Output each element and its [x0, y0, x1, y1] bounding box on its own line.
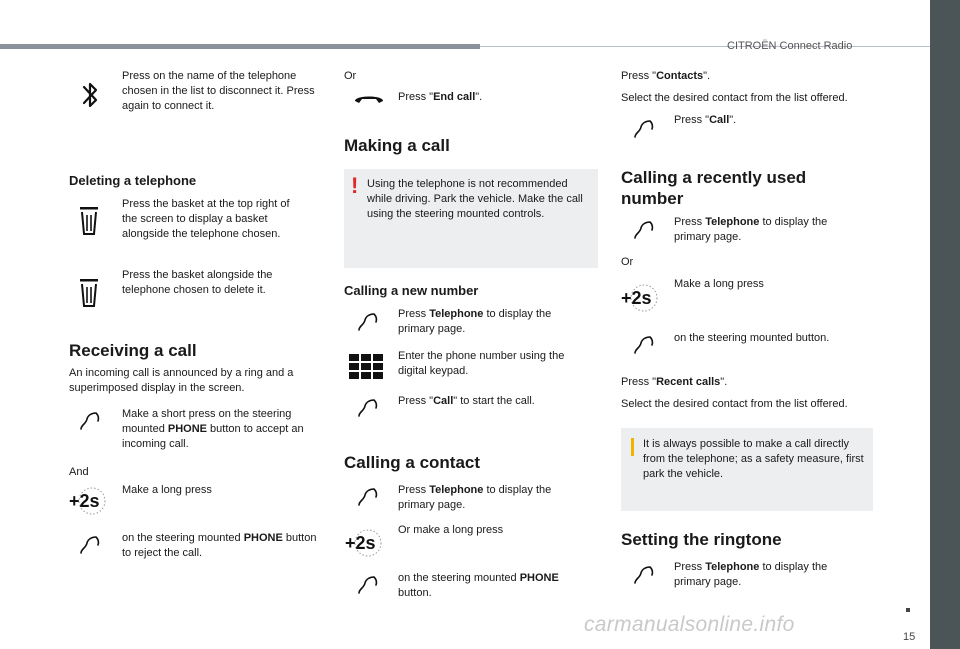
and-text: And	[69, 466, 89, 478]
bluetooth-icon	[78, 78, 102, 112]
tap-icon	[356, 485, 380, 509]
steering-button-text: on the steering mounted button.	[674, 332, 830, 344]
select-contact-text: Select the desired contact from the list offered.	[621, 92, 848, 104]
enter-number-text: Enter the phone number using the digital keypad.	[398, 350, 565, 377]
heading-calling-contact: Calling a contact	[344, 453, 481, 472]
info-text: It is always possible to make a call directly from the telephone; as a safety measure, first park the vehicle.	[643, 438, 864, 480]
tap-icon	[78, 533, 102, 557]
steering-phone-text: on the steering mounted PHONE button.	[398, 572, 559, 599]
tap-icon	[632, 218, 656, 242]
tap-icon	[632, 333, 656, 357]
page-number: 15	[903, 631, 916, 643]
receive-intro-text: An incoming call is announced by a ring and a superimposed display in the screen.	[69, 367, 294, 394]
basket-delete-text: Press the basket alongside the telephone chosen to delete it.	[122, 269, 273, 296]
long-press-icon: +2s	[620, 283, 662, 313]
contacts-text: Press "Contacts".	[621, 70, 711, 82]
brand-label: CITROËN Connect Radio	[727, 40, 853, 52]
long-press-text-2: Make a long press	[674, 278, 764, 290]
continue-marker	[906, 608, 910, 612]
trash-icon	[76, 203, 102, 237]
tap-icon	[632, 117, 656, 141]
end-call-icon	[352, 90, 386, 106]
heading-deleting-telephone: Deleting a telephone	[69, 173, 197, 188]
heading-new-number: Calling a new number	[344, 283, 479, 298]
heading-ringtone: Setting the ringtone	[621, 530, 782, 549]
call-start-text: Press "Call" to start the call.	[398, 395, 535, 407]
tap-icon	[356, 573, 380, 597]
long-press-text: Make a long press	[122, 484, 212, 496]
or-text: Or	[344, 70, 357, 82]
header-rule	[480, 46, 932, 47]
long-press-icon: +2s	[344, 528, 386, 558]
press-name-text: Press on the name of the telephone chosen in the list to disconnect it. Press again to connect it.	[122, 70, 315, 112]
recent-calls-text: Press "Recent calls".	[621, 376, 728, 388]
header-accent-bar	[0, 44, 480, 49]
warning-text: Using the telephone is not recommended while driving. Park the vehicle. Make the call using the steering mounted controls.	[367, 178, 583, 220]
info-note	[621, 428, 873, 511]
trash-icon	[76, 275, 102, 309]
tap-icon	[356, 310, 380, 334]
call-text: Press "Call".	[674, 114, 737, 126]
heading-recent-number: Calling a recently used number	[621, 168, 807, 208]
telephone-press-text-3: Press Telephone to display the primary page.	[674, 216, 828, 243]
warning-note	[344, 169, 598, 268]
telephone-press-text-2: Press Telephone to display the primary page.	[398, 484, 552, 511]
tap-icon	[356, 396, 380, 420]
side-tab	[930, 0, 960, 649]
heading-receiving-call: Receiving a call	[69, 341, 197, 360]
watermark: carmanualsonline.info	[584, 613, 795, 636]
end-call-text: Press "End call".	[398, 91, 483, 103]
select-contact-text-2: Select the desired contact from the list offered.	[621, 398, 848, 410]
tap-icon	[78, 409, 102, 433]
telephone-press-text: Press Telephone to display the primary page.	[398, 308, 552, 335]
or-long-press-text: Or make a long press	[398, 524, 504, 536]
warning-icon: !	[351, 173, 359, 198]
long-press-icon: +2s	[68, 486, 110, 516]
heading-making-call: Making a call	[344, 136, 450, 155]
reject-call-text: on the steering mounted PHONE button to reject the call.	[122, 532, 317, 559]
or-text-2: Or	[621, 256, 634, 268]
tap-icon	[632, 563, 656, 587]
info-icon	[631, 438, 634, 456]
short-press-text: Make a short press on the steering mounted PHONE button to accept an incoming call.	[122, 408, 304, 450]
basket-top-text: Press the basket at the top right of the screen to display a basket alongside the telephone chosen.	[122, 198, 290, 240]
keypad-icon	[348, 352, 385, 382]
telephone-press-text-4: Press Telephone to display the primary page.	[674, 561, 828, 588]
